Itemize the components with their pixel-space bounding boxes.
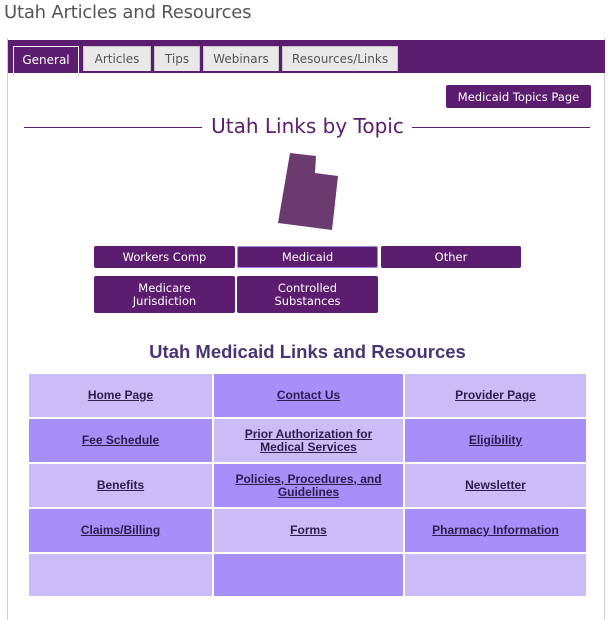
title-rule-right (412, 127, 590, 128)
table-cell (29, 464, 212, 507)
tab-tips[interactable]: Tips (154, 46, 200, 71)
table-cell (29, 419, 212, 462)
pharmacy-information-link[interactable]: Pharmacy Information (432, 523, 559, 537)
prior-authorization-link[interactable]: Prior Authorization for Medical Services (244, 426, 373, 454)
page-heading: Utah Articles and Resources (4, 2, 252, 23)
medicaid-topics-page-button[interactable]: Medicaid Topics Page (446, 85, 591, 108)
table-cell (29, 509, 212, 552)
policies-procedures-guidelines-link[interactable]: Policies, Procedures, and Guidelines (235, 471, 382, 499)
table-cell (405, 464, 586, 507)
table-cell (405, 419, 586, 462)
tab-general[interactable]: General (13, 46, 79, 73)
newsletter-link[interactable]: Newsletter (465, 478, 526, 492)
resources-title: Utah Medicaid Links and Resources (149, 341, 466, 362)
tab-resources-links[interactable]: Resources/Links (282, 46, 398, 71)
fee-schedule-link[interactable]: Fee Schedule (81, 433, 160, 447)
table-cell-empty (405, 554, 586, 596)
table-cell (214, 464, 403, 507)
provider-page-link[interactable]: Provider Page (455, 388, 536, 402)
table-cell (214, 419, 403, 462)
category-other-button[interactable]: Other (381, 246, 521, 268)
benefits-link[interactable]: Benefits (96, 478, 145, 492)
utah-state-shape-icon (278, 153, 340, 236)
table-cell (214, 509, 403, 552)
category-workers-comp-button[interactable]: Workers Comp (94, 246, 235, 268)
tab-webinars[interactable]: Webinars (203, 46, 279, 71)
table-row (29, 509, 586, 552)
table-row (29, 554, 586, 596)
table-cell (405, 509, 586, 552)
contact-us-link[interactable]: Contact Us (276, 388, 341, 402)
topic-section-title: Utah Links by Topic (211, 114, 404, 138)
home-page-link[interactable]: Home Page (87, 388, 154, 402)
table-cell-empty (214, 554, 403, 596)
category-medicaid-button[interactable]: Medicaid (237, 246, 378, 268)
forms-link[interactable]: Forms (290, 523, 327, 537)
category-controlled-substances-button[interactable]: Controlled Substances (237, 276, 378, 313)
table-row (29, 374, 586, 417)
category-medicare-jurisdiction-button[interactable]: Medicare Jurisdiction (94, 276, 235, 313)
claims-billing-link[interactable]: Claims/Billing (80, 523, 161, 537)
eligibility-link[interactable]: Eligibility (468, 433, 523, 447)
table-row (29, 419, 586, 462)
table-cell (29, 374, 212, 417)
tab-bar (8, 40, 605, 73)
table-cell-empty (29, 554, 212, 596)
resources-link-grid (29, 374, 586, 598)
table-cell (405, 374, 586, 417)
tab-articles[interactable]: Articles (83, 46, 151, 71)
table-row (29, 464, 586, 507)
table-cell (214, 374, 403, 417)
